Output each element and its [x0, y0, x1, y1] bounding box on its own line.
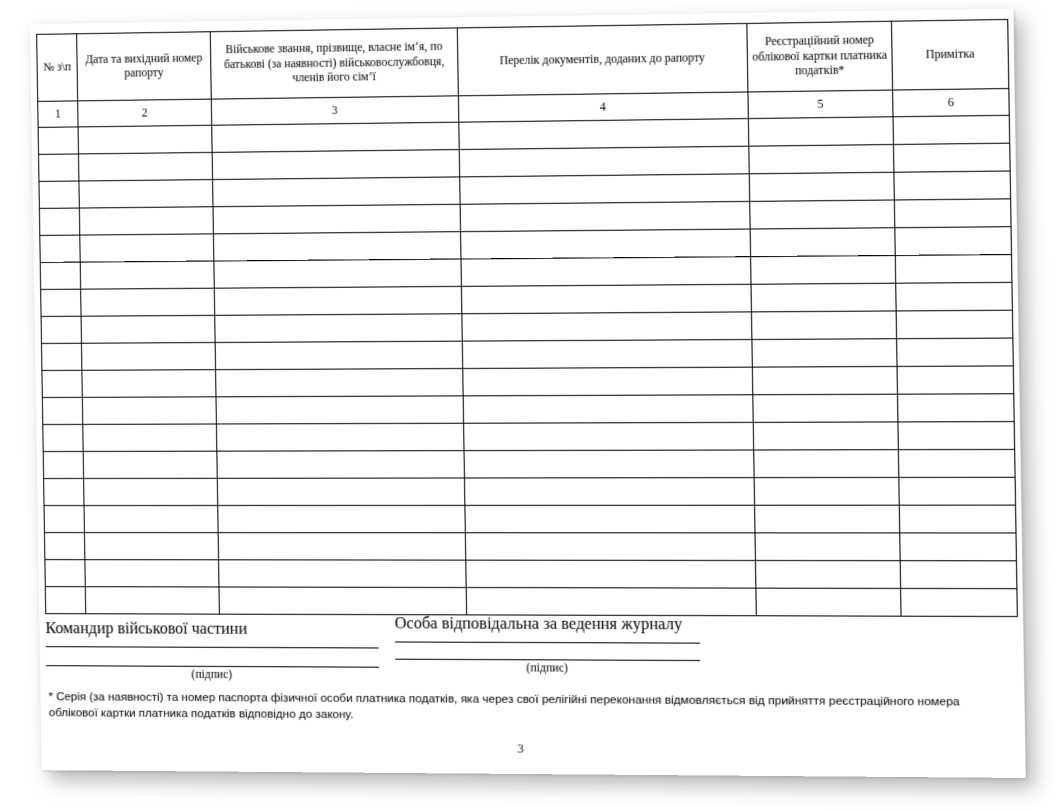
- header-cell-note: Примітка: [891, 19, 1008, 90]
- table-cell: [460, 174, 750, 204]
- table-cell: [755, 533, 900, 561]
- table-cell: [901, 588, 1018, 616]
- table-cell: [893, 115, 1010, 144]
- table-cell: [39, 208, 79, 235]
- table-cell: [84, 505, 218, 532]
- table-cell: [43, 424, 83, 451]
- table-cell: [896, 310, 1013, 338]
- table-cell: [749, 145, 894, 174]
- table-cell: [45, 560, 85, 587]
- table-cell: [213, 177, 461, 207]
- table-cell: [464, 478, 754, 506]
- table-cell: [749, 172, 894, 201]
- table-row: [43, 422, 1015, 452]
- table-cell: [894, 199, 1011, 228]
- column-number-6: 6: [893, 89, 1010, 117]
- table-row: [44, 505, 1016, 533]
- table-cell: [80, 261, 214, 289]
- table-cell: [215, 341, 463, 370]
- table-cell: [78, 125, 212, 154]
- table-cell: [218, 505, 466, 532]
- table-cell: [216, 368, 464, 396]
- table-cell: [900, 561, 1017, 589]
- table-cell: [894, 171, 1011, 200]
- table-cell: [751, 311, 896, 340]
- commander-title: Командир військової частини: [45, 620, 248, 638]
- table-cell: [752, 366, 897, 394]
- table-cell: [216, 423, 464, 451]
- table-row: [45, 560, 1017, 589]
- table-cell: [461, 257, 751, 287]
- table-cell: [748, 117, 893, 146]
- table-cell: [80, 234, 214, 262]
- table-cell: [82, 397, 216, 425]
- table-cell: [899, 477, 1016, 505]
- table-cell: [84, 478, 218, 505]
- table-cell: [896, 282, 1013, 311]
- table-cell: [43, 451, 83, 478]
- table-cell: [217, 451, 465, 479]
- table-cell: [41, 316, 81, 343]
- table-cell: [459, 119, 749, 150]
- table-cell: [461, 284, 751, 313]
- table-cell: [213, 204, 461, 234]
- responsible-title: Особа відповідальна за ведення журналу: [394, 615, 683, 634]
- responsible-signature-line-2: [395, 659, 700, 661]
- table-cell: [216, 396, 464, 424]
- table-cell: [752, 339, 897, 367]
- table-cell: [463, 367, 753, 396]
- table-cell: [40, 235, 80, 262]
- table-cell: [79, 152, 213, 181]
- table-cell: [753, 394, 898, 422]
- table-cell: [897, 366, 1014, 394]
- column-number-1: 1: [38, 101, 78, 128]
- table-header-row: [37, 19, 1009, 101]
- table-cell: [212, 122, 460, 152]
- table-row: [45, 587, 1017, 617]
- table-cell: [219, 560, 467, 588]
- table-cell: [82, 370, 216, 398]
- table-cell: [44, 533, 84, 560]
- table-cell: [895, 255, 1012, 284]
- table-row: [42, 394, 1014, 425]
- table-cell: [751, 283, 896, 312]
- table-cell: [462, 340, 752, 369]
- table-cell: [899, 505, 1016, 533]
- table-cell: [83, 424, 217, 451]
- document-sheet: [30, 9, 1026, 779]
- table-cell: [753, 422, 898, 450]
- table-row: [43, 449, 1015, 478]
- table-cell: [897, 338, 1014, 366]
- table-cell: [466, 588, 756, 616]
- header-cell-documents: Перелік документів, доданих до рапорту: [457, 23, 748, 95]
- table-cell: [463, 395, 753, 423]
- table-cell: [462, 312, 752, 341]
- journal-table: [36, 19, 1018, 617]
- commander-signature-block: [45, 620, 379, 682]
- table-cell: [79, 207, 213, 235]
- table-cell: [219, 587, 467, 615]
- table-cell: [755, 505, 900, 533]
- table-cell: [750, 200, 895, 229]
- table-cell: [84, 533, 218, 560]
- table-cell: [461, 229, 751, 259]
- table-cell: [893, 143, 1010, 172]
- table-cell: [39, 154, 79, 181]
- table-row: [42, 366, 1014, 398]
- table-cell: [897, 394, 1014, 422]
- responsible-signature-caption: (підпис): [526, 662, 569, 675]
- table-cell: [81, 288, 215, 316]
- table-cell: [81, 343, 215, 371]
- header-cell-serviceman: Військове звання, прізвище, власне ім’я, по батькові (за наявності) військовослужбовця, членів його сім’ї: [210, 28, 458, 99]
- header-cell-tax-number: Реєстраційний номер облікової картки платника податків*: [747, 21, 893, 92]
- table-cell: [218, 533, 466, 560]
- table-cell: [38, 127, 78, 155]
- table-cell: [41, 343, 81, 370]
- table-cell: [460, 201, 750, 231]
- page-number: 3: [517, 741, 524, 756]
- table-cell: [900, 533, 1017, 561]
- commander-signature-line-1: [46, 646, 379, 648]
- table-cell: [85, 560, 219, 587]
- commander-signature-caption: (підпис): [191, 668, 233, 682]
- table-cell: [40, 262, 80, 289]
- table-cell: [41, 289, 81, 316]
- table-cell: [217, 478, 465, 505]
- table-cell: [756, 588, 901, 616]
- table-cell: [214, 286, 462, 315]
- table-cell: [755, 560, 900, 588]
- column-number-2: 2: [78, 99, 212, 127]
- table-cell: [214, 259, 462, 288]
- column-number-3: 3: [211, 96, 459, 125]
- table-cell: [465, 533, 755, 561]
- table-cell: [81, 315, 215, 343]
- table-cell: [212, 150, 460, 180]
- table-cell: [215, 314, 463, 343]
- header-cell-date: Дата та вихідний номер рапорту: [77, 32, 212, 101]
- table-cell: [750, 228, 895, 257]
- column-number-5: 5: [748, 90, 893, 119]
- table-cell: [464, 450, 754, 478]
- table-row: [44, 533, 1016, 561]
- table-cell: [754, 477, 899, 505]
- table-cell: [465, 505, 755, 533]
- footnote: * Серія (за наявності) та номер паспорта фізичної особи платника податків, яка через свої релігійні переконання відмовляється від прийняття реєстраційного номера облікової картки платника податків відповідно до закону.: [48, 691, 960, 721]
- table-cell: [466, 560, 756, 588]
- table-cell: [213, 232, 461, 261]
- table-cell: [459, 146, 749, 177]
- table-cell: [42, 370, 82, 397]
- table-cell: [44, 478, 84, 505]
- commander-signature-line-2: [46, 665, 379, 668]
- table-row: [44, 477, 1016, 505]
- table-cell: [754, 450, 899, 478]
- responsible-signature-line-1: [395, 641, 700, 643]
- table-cell: [39, 181, 79, 208]
- table-cell: [83, 451, 217, 478]
- column-number-4: 4: [458, 92, 748, 122]
- table-cell: [751, 255, 896, 284]
- table-cell: [44, 506, 84, 533]
- table-cell: [42, 397, 82, 424]
- responsible-signature-block: [395, 615, 701, 675]
- table-cell: [45, 587, 85, 614]
- header-cell-number: № з\п: [37, 34, 78, 102]
- table-cell: [898, 422, 1015, 450]
- table-cell: [85, 587, 219, 614]
- table-cell: [895, 227, 1012, 256]
- table-cell: [898, 449, 1015, 477]
- table-cell: [464, 422, 754, 450]
- table-cell: [79, 180, 213, 208]
